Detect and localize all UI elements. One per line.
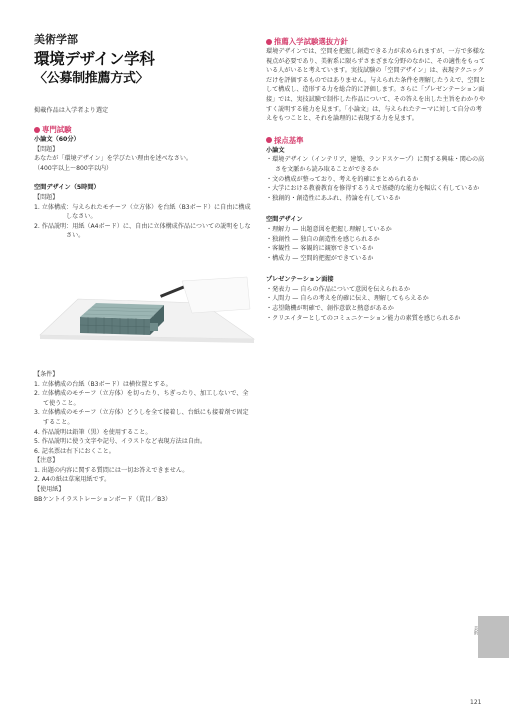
essay-title: 小論文（60分） — [34, 136, 80, 143]
selection-note: 掲載作品は入学者より選定 — [34, 107, 109, 114]
page-number: 121 — [470, 699, 482, 706]
page-title: 環境デザイン学科 — [34, 50, 155, 68]
materials-label: 【使用紙】 — [34, 486, 65, 494]
condition-item: 5. 作品説明に使う文字や記号、イラストなど表現方法は自由。 — [34, 438, 207, 446]
criteria-item: ・大学における教養教育を修得するうえで基礎的な能力を幅広く有しているか — [266, 185, 480, 193]
exam-heading: 専門試験 — [34, 125, 252, 135]
spatial-title: 空間デザイン（5時間） — [34, 184, 100, 192]
bullet-icon — [266, 39, 272, 45]
criteria-item: ・独創性 — 独自の創造性を感じられるか — [266, 235, 380, 243]
sample-artwork-image — [32, 247, 262, 362]
criteria-heading: 採点基準 — [266, 136, 486, 146]
materials-text: BBケントイラストレーションボード（荒目／B3） — [34, 495, 172, 503]
criteria-item: ・環境デザイン（インテリア、建築、ランドスケープ）に関する興味・関心の高さを文脈から読み取ることができるか — [266, 156, 485, 173]
essay-limit: （400字以上〜800字以内） — [34, 164, 113, 172]
policy-body: 環境デザインでは、空間を把握し創造できる力が求められますが、一方で多様な視点が必要であり、美術系に限らずさまざまな分野のなかに、その適性をもっている人がいると考えています。実技試験の「空間デザイン」は、表現テクニックだけを評価するものではありません。与えられた条件を理解したうえで、空間として構成し、造形する力を総合的に評価します。さらに「プレゼンテーション面接」では、実技試験で制作した作品について、その答えを出した主旨をわかりやすく説明する能力を見ます。「小論文」は、与えられたテーマに対して自分の考えをもつことと、それを論理的に表現する力を見ます。 — [266, 48, 486, 123]
side-tab-label: 美術 — [473, 626, 478, 635]
cube-block-group — [80, 303, 164, 335]
caution-item: 2. A4の紙は草案用紙です。 — [34, 476, 111, 484]
condition-item: 4. 作品説明は鉛筆（黒）を使用すること。 — [34, 428, 152, 436]
spatial-problem-label: 【問題】 — [34, 193, 59, 201]
right-column — [266, 37, 486, 323]
criteria-item: ・文の構成が整っており、考えを的確にまとめられるか — [266, 175, 419, 183]
criteria-item: ・理解力 — 出題意図を把握し理解しているか — [266, 225, 392, 233]
spatial-item: 1. 立体構成：与えられたモチーフ（立方体）を台紙（B3ボード）に自由に構成しなさい。 — [34, 203, 251, 221]
criteria-item: ・独創的・創造性にあふれ、持論を有しているか — [266, 194, 401, 202]
bullet-icon — [266, 137, 272, 143]
condition-item: 6. 記名票は右下におくこと。 — [34, 447, 115, 455]
caution-item: 1. 出題の内容に関する質問には一切お答えできません。 — [34, 466, 189, 474]
criteria-spatial-title: 空間デザイン — [266, 216, 303, 224]
caution-label: 【注意】 — [34, 457, 59, 465]
criteria-item: ・人間力 — 自らの考えを的確に伝え、理解してもらえるか — [266, 295, 429, 303]
condition-item: 2. 立体構成のモチーフ（立方体）を切ったり、ちぎったり、加工しないで、全て使うこと。 — [34, 390, 249, 407]
left-column — [34, 28, 252, 504]
criteria-item: ・発表力 — 自らの作品について意図を伝えられるか — [266, 285, 410, 293]
page-subtitle: 〈公募制推薦方式〉 — [34, 71, 149, 86]
criteria-item: ・客観性 — 客観的に観察できているか — [266, 245, 374, 253]
department-name: 美術学部 — [34, 33, 78, 46]
bullet-icon — [34, 127, 40, 133]
essay-question: あなたが「環境デザイン」を学びたい理由を述べなさい。 — [34, 155, 193, 163]
conditions-label: 【条件】 — [34, 370, 59, 378]
condition-item: 3. 立体構成のモチーフ（立方体）どうしを全て接着し、台紙にも接着剤で固定すること。 — [34, 409, 249, 426]
criteria-item: ・志望動機が明確で、創作意欲と熱意があるか — [266, 305, 394, 313]
condition-item: 1. 立体構成の台紙（B3ボード）は横位置とする。 — [34, 380, 172, 388]
criteria-presentation-title: プレゼンテーション面接 — [266, 276, 334, 284]
criteria-essay-title: 小論文 — [266, 146, 285, 154]
spatial-item: 2. 作品説明：用紙（A4ボード）に、自由に立体構成作品についての説明をしなさい。 — [34, 222, 251, 240]
policy-heading: 推薦入学試験選抜方針 — [266, 37, 486, 47]
section-side-tab — [478, 616, 509, 658]
criteria-item: ・構成力 — 空間的把握ができているか — [266, 254, 374, 262]
essay-problem-label: 【問題】 — [34, 145, 59, 153]
criteria-item: ・クリエイターとしてのコミュニケーション能力の素質を感じられるか — [266, 314, 461, 322]
